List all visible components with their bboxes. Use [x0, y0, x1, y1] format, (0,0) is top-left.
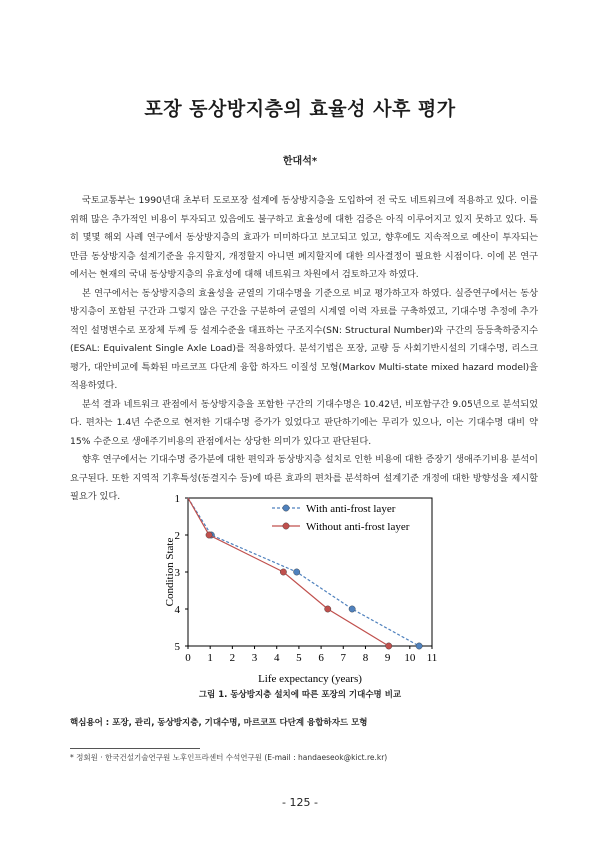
data-point [416, 643, 422, 649]
paragraph: 향후 연구에서는 기대수명 증가분에 대한 편익과 동상방지층 설치로 인한 비용에 대한 증장기 생애주기비용 분석이 요구된다. 또한 지역적 기후특성(동결지수 등)에 따른 효과의 편차를 분석하여 설계기준 개정에 대한 방향성을 제시할 필요가 있다. [70, 454, 538, 502]
x-tick-label: 7 [340, 652, 347, 664]
paragraph: 국토교통부는 1990년대 초부터 도로포장 설계에 동상방지층을 도입하여 전 국도 네트워크에 적용하고 있다. 이를 위해 많은 추가적인 비용이 투자되고 있음에도 불구하고 효율성에 대한 검증은 아직 이루어지고 있지 못하고 있다. 특히 몇몇 해외 사례 연구에서 동상방지층의 효과가 미미하다고 보고되고 있고, 향후에도 지속적으로 예산이 투자되는 만큼 동상방지층 설계기준을 유지할지, 개정할지 아니면 폐지할지에 대한 의사결정이 필요한 시점이다. 이에 본 연구에서는 현재의 국내 동상방지층의 유효성에 대해 네트워크 차원에서 검토하고자 하였다. [70, 195, 538, 280]
page-title: 포장 동상방지층의 효율성 사후 평가 [144, 98, 456, 120]
x-tick-label: 5 [296, 652, 302, 664]
y-tick-label: 1 [174, 493, 180, 505]
x-tick-label: 2 [229, 652, 236, 664]
y-axis-label: Condition State [164, 537, 176, 607]
legend-label: Without anti-frost layer [306, 521, 410, 533]
x-tick-label: 1 [207, 652, 213, 664]
page-number: - 125 - [282, 796, 318, 809]
legend-marker [283, 523, 289, 529]
data-point [386, 643, 392, 649]
x-tick-label: 3 [251, 652, 258, 664]
data-point [325, 606, 331, 612]
paragraph: 본 연구에서는 동상방지층의 효율성을 균열의 기대수명을 기준으로 비교 평가하고자 하였다. 실증연구에서는 동상방지층이 포함된 구간과 그렇지 않은 구간을 구분하여 균열의 시계열 이력 자료를 구축하였고, 기대수명 추정에 추가적인 설명변수로 포장체 두께 등 설계수준을 대표하는 구조지수(SN: Structural Number)와 구간의 등등축하중지수(ESAL: Equivalent Single Axle Load)를 적용하였다. 분석기법은 포장, 교량 등 사회기반시설의 기대수명, 리스크 평가, 대안비교에 특화된 마르코프 다단계 융합 하자드 이질성 모형(Markov Multi-state mixed hazard model)을 적용하였다. [70, 287, 538, 391]
x-tick-label: 9 [384, 652, 391, 664]
figure-caption: 그림 1. 동상방지층 설치에 따른 포장의 기대수명 비교 [198, 690, 402, 700]
author-name: 한대석* [282, 156, 318, 167]
abstract-body [70, 192, 538, 507]
data-point [206, 532, 212, 538]
data-point [293, 569, 299, 575]
data-point [349, 606, 355, 612]
y-tick-label: 4 [174, 604, 180, 616]
footnote-divider [70, 748, 200, 749]
legend-label: With anti-frost layer [306, 503, 396, 515]
x-tick-label: 6 [318, 652, 324, 664]
chart-svg [160, 486, 450, 692]
y-tick-label: 5 [174, 641, 180, 653]
y-tick-label: 3 [174, 567, 180, 579]
x-tick-label: 0 [185, 652, 191, 664]
x-tick-label: 8 [362, 652, 369, 664]
x-axis-label: Life expectancy (years) [258, 673, 362, 685]
x-tick-label: 11 [426, 652, 438, 664]
footnote: * 정회원 · 한국건설기술연구원 노후인프라센터 수석연구원 (E-mail : handaeseok@kict.re.kr) [70, 753, 388, 762]
y-tick-label: 2 [174, 530, 180, 542]
keywords: 핵심용어 : 포장, 관리, 동상방지층, 기대수명, 마르코프 다단계 융합하자드 모형 [70, 718, 368, 728]
x-tick-label: 10 [404, 652, 416, 664]
paragraph: 분석 결과 네트워크 관점에서 동상방지층을 포함한 구간의 기대수명은 10.42년, 비포함구간 9.05년으로 분석되었다. 편차는 1.4년 수준으로 현저한 기대수명 증가가 있었다고 판단하기에는 무리가 있으나, 이는 기대수명 대비 약 15% 수준으로 생애주기비용의 관점에서는 상당한 의미가 있다고 판단된다. [70, 398, 538, 447]
life-expectancy-chart [160, 486, 450, 692]
x-tick-label: 4 [273, 652, 280, 664]
data-point [280, 569, 286, 575]
legend-marker [283, 505, 289, 511]
